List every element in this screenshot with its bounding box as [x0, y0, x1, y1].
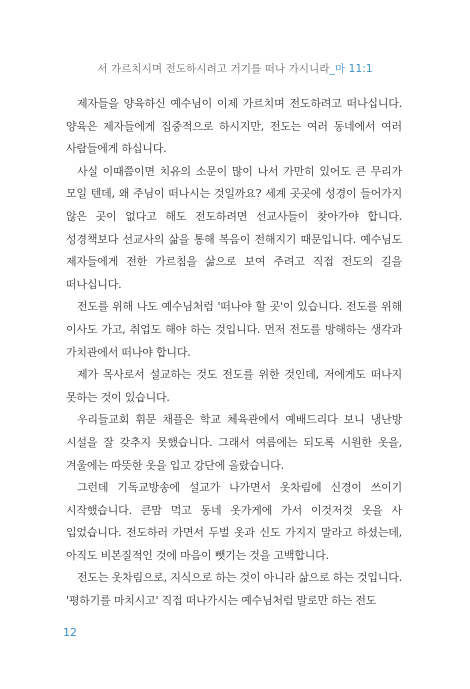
verse-header — [0, 61, 470, 76]
verse-text: 서 가르치시며 전도하시려고 거기를 떠나 가시니라 — [97, 63, 330, 75]
paragraph: 제가 목사로서 설교하는 것도 전도를 위한 것인데, 저에게도 떠나지 못하는 것이 있습니다. — [66, 368, 402, 404]
body-text — [66, 93, 402, 613]
verse-reference: _마 11:1 — [329, 63, 373, 75]
paragraph: 제자들을 양육하신 예수님이 이제 가르치며 전도하려고 떠나십니다. 양육은 제자들에게 집중적으로 하시지만, 전도는 여러 동네에서 여러 사람들에게 하십니다. — [66, 97, 402, 156]
page-number: 12 — [63, 626, 77, 639]
paragraph: 사실 이때쯤이면 치유의 소문이 많이 나서 가만히 있어도 큰 무리가 모일 텐데, 왜 주님이 떠나시는 것일까요? 세계 곳곳에 성경이 들어가지 않은 곳이 없다고 해도 전도하려면 선교사들이 찾아가야 합니다. 성경책보다 선교사의 삶을 통해 복음이 전해지기 때문입니다. 예수님도 제자들에게 전한 가르침을 삶으로 보여 주려고 직접 전도의 길을 떠나십니다. — [66, 164, 402, 291]
paragraph: 우리들교회 휘문 채플은 학교 체육관에서 예배드리다 보니 냉난방 시설을 잘 갖추지 못했습니다. 그래서 여름에는 되도록 시원한 옷을, 겨울에는 따뜻한 옷을 입고 강단에 올랐습니다. — [66, 413, 402, 472]
paragraph: 전도를 위해 나도 예수님처럼 '떠나야 할 곳'이 있습니다. 전도를 위해 이사도 가고, 취업도 해야 하는 것입니다. 먼저 전도를 방해하는 생각과 가치관에서 떠나야 합니다. — [66, 300, 402, 359]
paragraph: 그런데 기독교방송에 설교가 나가면서 옷차림에 신경이 쓰이기 시작했습니다. 큰맘 먹고 동네 옷가게에 가서 이것저것 옷을 사 입었습니다. 전도하러 가면서 두벌 옷과 신도 가지지 말라고 하셨는데, 아직도 비본질적인 것에 마음이 뺏기는 것을 고백합니다. — [66, 481, 402, 562]
paragraph: 전도는 옷차림으로, 지식으로 하는 것이 아니라 삶으로 하는 것입니다. '평하기를 마치시고' 직접 떠나가시는 예수님처럼 말로만 하는 전도 — [66, 571, 402, 608]
